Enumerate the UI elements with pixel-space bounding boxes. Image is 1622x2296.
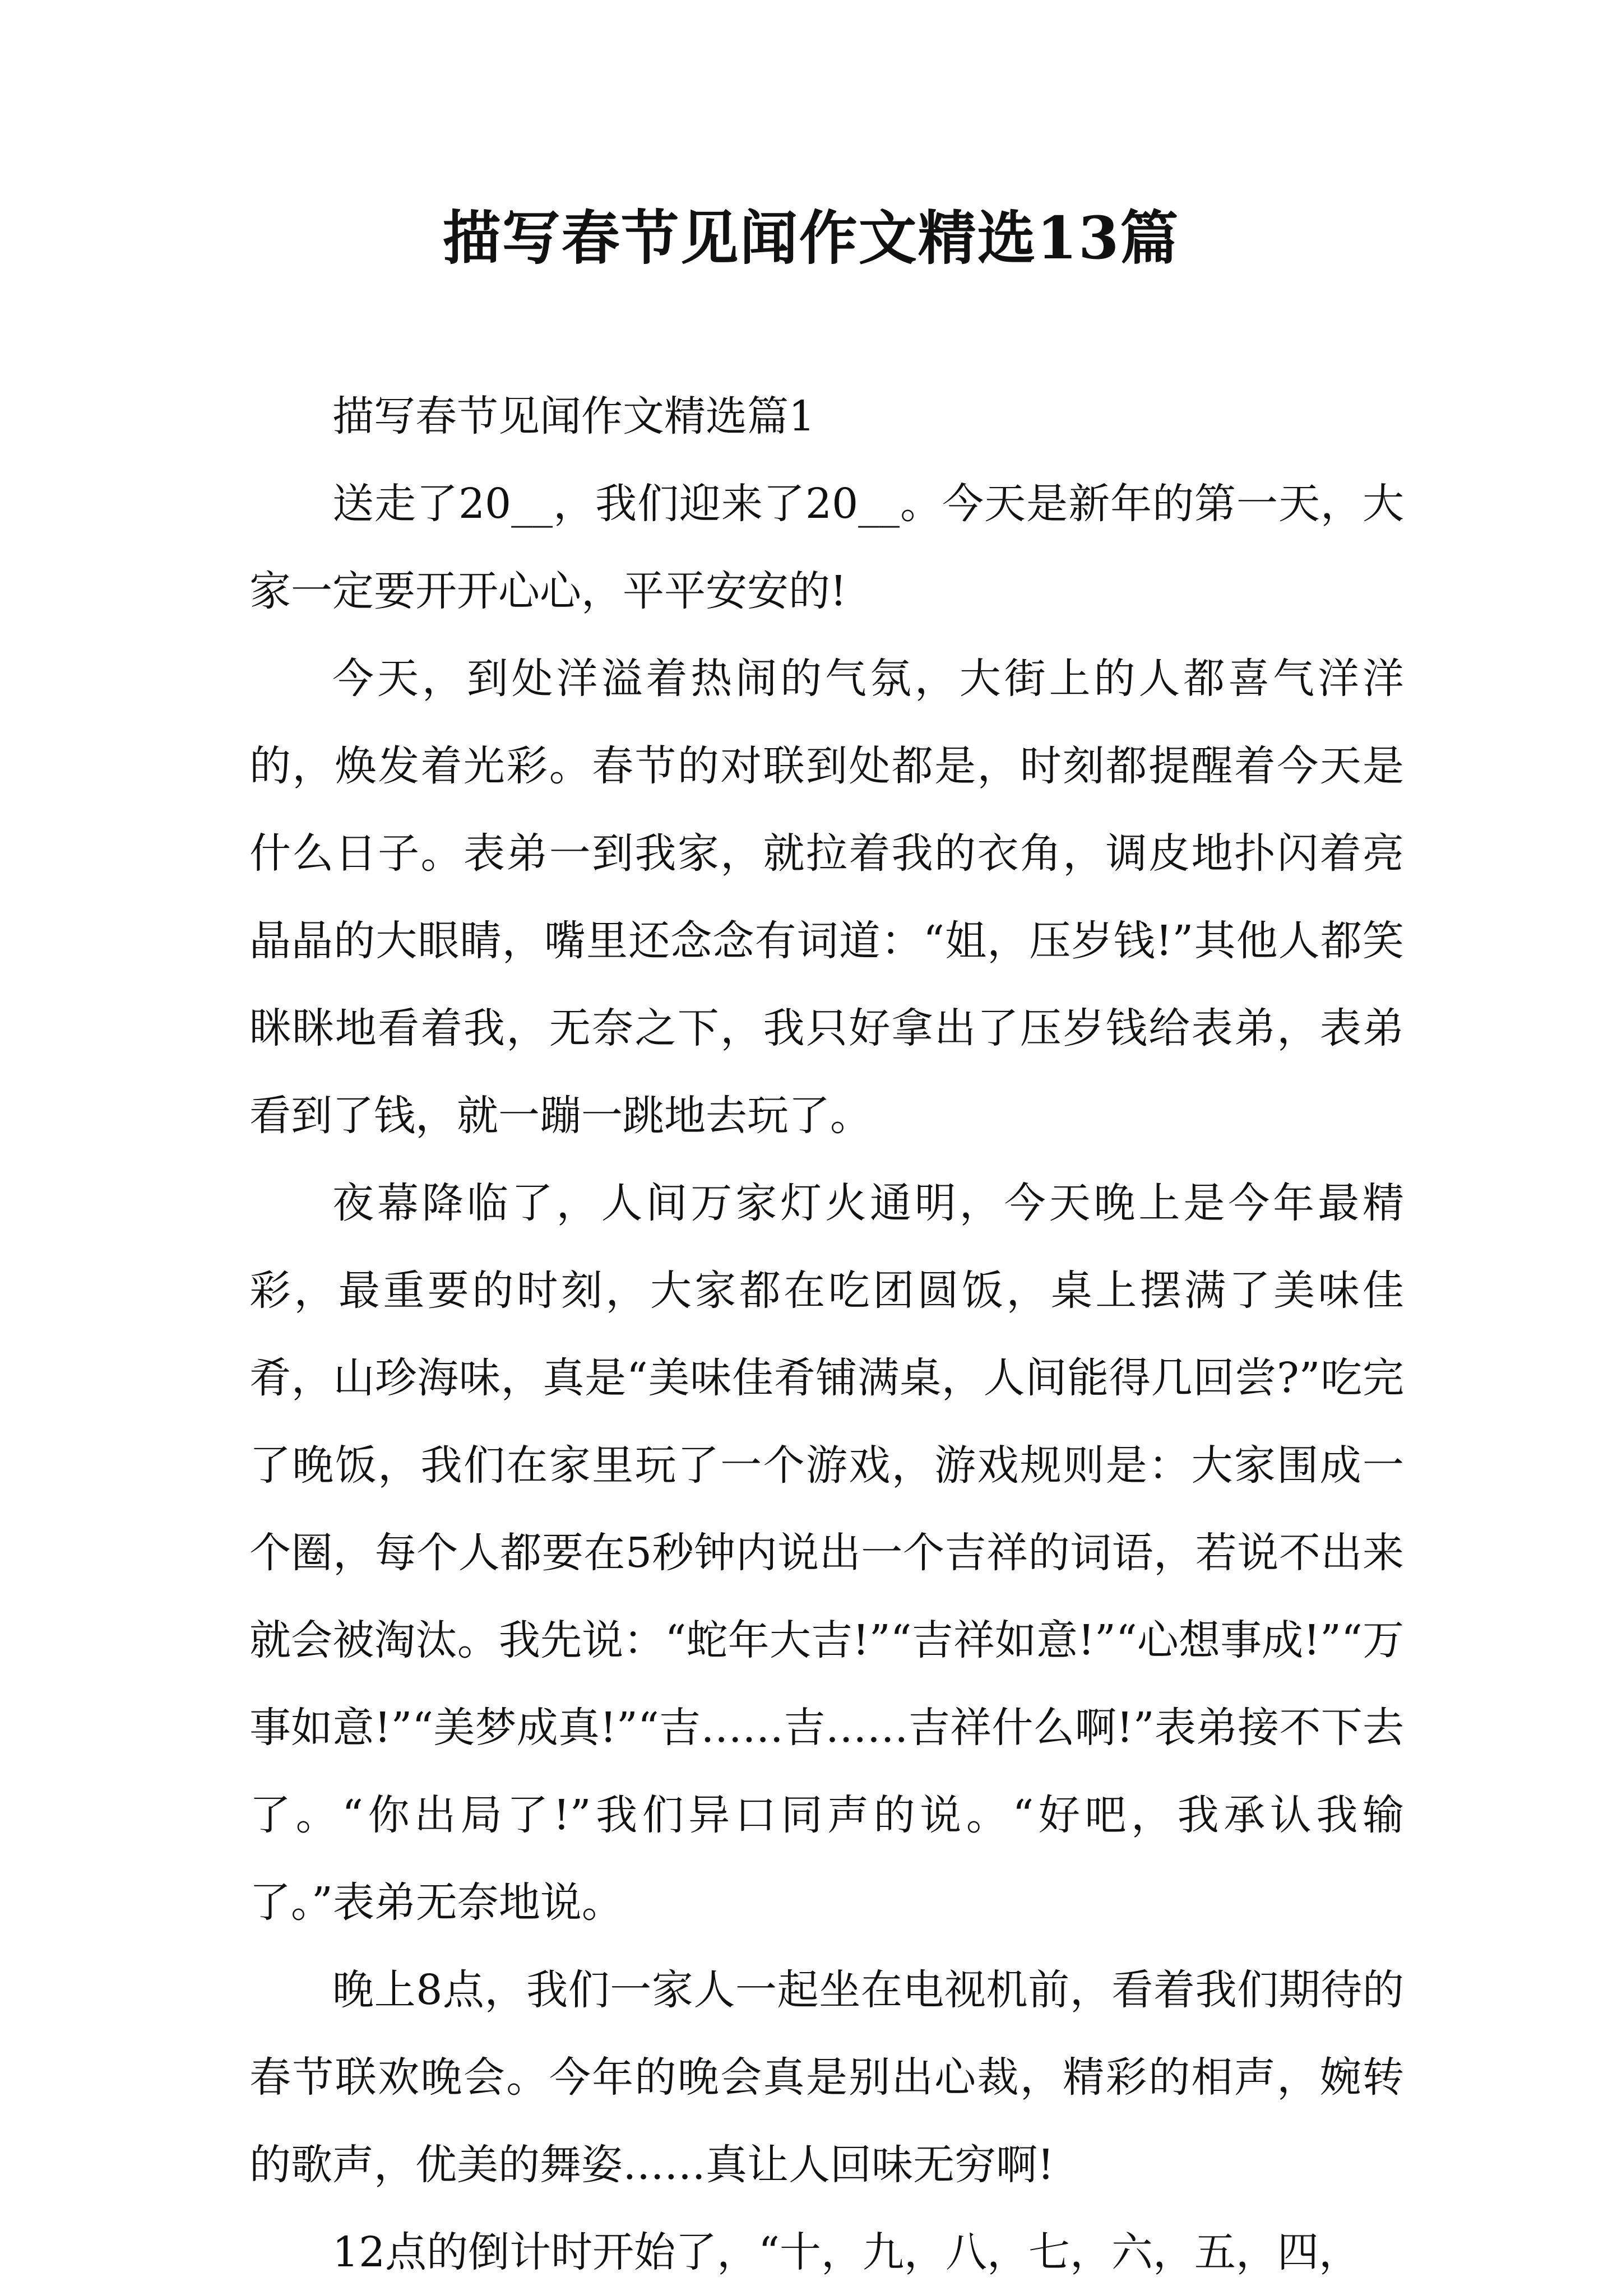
document-body — [249, 373, 1404, 2296]
paragraph-2: 今天，到处洋溢着热闹的气氛，大街上的人都喜气洋洋的，焕发着光彩。春节的对联到处都是，时刻都提醒着今天是什么日子。表弟一到我家，就拉着我的衣角，调皮地扑闪着亮晶晶的大眼睛，嘴里还念念有词道：“姐，压岁钱!”其他人都笑眯眯地看着我，无奈之下，我只好拿出了压岁钱给表弟，表弟看到了钱，就一蹦一跳地去玩了。 — [249, 655, 1404, 1140]
paragraph-4: 晚上8点，我们一家人一起坐在电视机前，看着我们期待的春节联欢晚会。今年的晚会真是别出心裁，精彩的相声，婉转的歌声，优美的舞姿……真让人回味无穷啊! — [249, 1966, 1404, 2189]
paragraph-3: 夜幕降临了，人间万家灯火通明，今天晚上是今年最精彩，最重要的时刻，大家都在吃团圆饭，桌上摆满了美味佳肴，山珍海味，真是“美味佳肴铺满桌，人间能得几回尝?”吃完了晚饭，我们在家里玩了一个游戏，游戏规则是：大家围成一个圈，每个人都要在5秒钟内说出一个吉祥的词语，若说不出来就会被淘汰。我先说：“蛇年大吉!”“吉祥如意!”“心想事成!”“万事如意!”“美梦成真!”“吉……吉……吉祥什么啊!”表弟接不下去了。“你出局了!”我们异口同声的说。“好吧，我承认我输了。”表弟无奈地说。 — [249, 1179, 1404, 1927]
paragraph-1: 送走了20__，我们迎来了20__。今天是新年的第一天，大家一定要开开心心，平平安安的! — [249, 480, 1404, 615]
paragraph-5: 12点的倒计时开始了，“十，九，八，七，六，五，四， — [332, 2228, 1360, 2276]
document-title: 描写春节见闻作文精选13篇 — [442, 203, 1180, 272]
section-heading: 描写春节见闻作文精选篇1 — [332, 392, 815, 440]
